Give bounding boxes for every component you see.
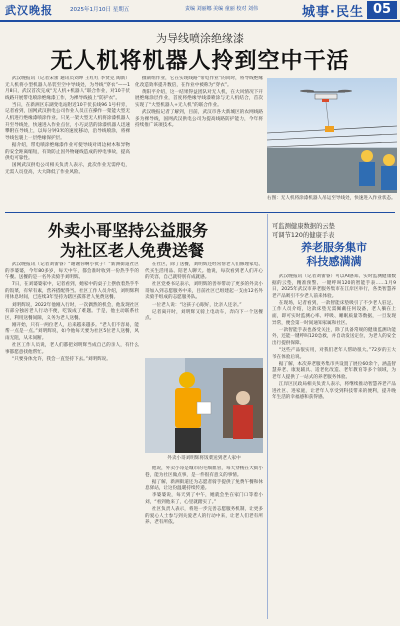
paragraph: 武汉晚报记者了解到，目前，武汉市各大新城区的农网线路多为裸导线，国网武汉供电公司为提高线路防护能力，今年将持续推广该项技术。 [135, 109, 263, 129]
paragraph: 武汉晚报讯（记者宋蕾 通讯员刘坤 王红红 李贤克 陶新）无人机将小型机器人吊装至空中导线处，为导线“穿衣”——1月8日，武汉首次完成“无人机+机器人”联合作业，对10千伏线路开展带电喷涂绝缘漆工作，为裸导线披上“防护衣”。 [5, 76, 130, 101]
paragraph: 7日，在刘婆婆家中，记者看到，她家中的桌子上摆放着热乎乎的饭菜，有荤有素，营养搭配得当。社区工作人员介绍，刘明辉利用休息时间，已连续3年坚持为辖区孤寡老人免费送餐。 [5, 282, 139, 301]
robot-icon [325, 126, 334, 132]
story3-kicker-line2: 可调节120的健康手表 [272, 232, 335, 239]
story3-kicker [272, 222, 396, 240]
paragraph: 社区工作人员说，老人们都把刘明辉当成自己的亲人，有什么事都愿意找他帮忙。 [5, 343, 139, 355]
story1-column-2 [135, 76, 263, 210]
paragraph: “这些产品很实用，对我们老年人帮助很大。”72岁的王大爷在体验后说。 [272, 348, 396, 360]
paragraph: 他说，外卖小哥是城市的毛细血管，每天穿梭在大街小巷，能为社区做点事，是一件很有意义的事情。 [145, 466, 263, 478]
delivery-photo-illustration [145, 358, 263, 453]
masthead [0, 0, 400, 22]
paragraph: 李婆婆说，每天到了中午，她就会坐在家门口等着小刘，“看到他来了，心里就踏实了。” [145, 493, 263, 505]
story2-headline-line1: 外卖小哥坚持公益服务 [48, 221, 209, 240]
paragraph: 据介绍，带电喷涂绝缘漆作业可使导线对周边树木和异物的安全距离缩短，有效防止因外物碰线造成的停电事故，提高供电可靠性。 [5, 142, 130, 162]
section-title: 城事·民生 [302, 5, 364, 20]
page-number: 05 [367, 1, 397, 19]
paragraph: 一位老人说：“这孩子心眼好，比亲人还亲。” [151, 302, 242, 308]
paragraph: 黄阳平介绍，这一结果得益团队对无人机，在大风情况下开展绝缘涂层作业，首度将绝缘导线漆喷涂与无人机结合，首次实现了“大型机器人+无人机”的联合作业。 [135, 89, 263, 108]
column-divider [267, 214, 268, 619]
paragraph: 社区党委书记表示，刘明辉的善举带动了更多的外卖小哥加入到志愿服务中来，目前社区已组建起一支由12名外卖骑手组成的志愿服务队。 [145, 282, 263, 301]
paragraph: 记者离开时，刘明辉又骑上电动车，奔向下一个送餐点。 [145, 309, 263, 322]
paragraph: 据了解，新洲街道还为志愿者骑手提供了免费午餐和休息驿站，让这份温暖持续传递。 [145, 479, 263, 492]
paragraph: 武汉晚报讯（记者刘蕾睿）“谢谢你啊小伙子！”新洲街道社区的李婆婆，今年80多岁，每天中午，都会准时收到一份热乎乎的午餐。送餐的是一名外卖骑手刘明辉。 [5, 262, 139, 281]
paragraph: 江岸区民政局相关负责人表示，将继续推动智慧养老产品进社区、进家庭，让老年人享受到科技带来的便利，提升晚年生活的幸福感和获得感。 [272, 382, 396, 401]
paragraph: 社区负责人表示，将进一步完善志愿服务机制，让更多的爱心人士参与到关爱老人的行动中来，让老人们老有所养、老有所依。 [145, 507, 263, 526]
story1-headline: 无人机将机器人拎到空中干活 [50, 48, 350, 74]
paragraph: 当日，在新洲区东湖变电站附近10千伏长线96 1号杆旁，记者看到，国网武汉供电公司作业人员正在操作一架能大型无人机进行绝缘漆喷涂作业。只见一架大型无人机将涂漆机器人升至导线处，快速进入作业点位，小巧灵活的涂漆机器人迅速攀附在导线上，以每分钟3米的速度移动，沿导线喷涂，将裸导线包裹上一层绝缘保护层。 [5, 102, 130, 141]
story2-column-1 [5, 262, 139, 620]
story3-headline-line2: 科技感满满 [306, 254, 362, 268]
photo1-caption: 右图：无人机将涂漆机器人吊运至导线处，快速进入作业状态。 [267, 196, 396, 201]
divider [5, 212, 395, 213]
paragraph: 国网武汉供电公司相关负责人表示，此次作业无需停电，无需人员登高，大大降低了作业风险。 [5, 163, 130, 175]
delivery-rider-photo [145, 358, 263, 453]
story3-column [272, 274, 396, 620]
story2-column-3 [145, 466, 263, 620]
paragraph: 刚开始，只有一两位老人，后来越来越多。“老人们不容易，能帮一点是一点。”刘明辉说，如今他每天要为社区5位老人送餐，风雨无阻，从未间断。 [5, 322, 139, 342]
paragraph: 武汉晚报讯（记者刘蕾睿）可以AI感知、实时监测健康数据的云垫，精准预警、一键呼叫120的智能手表……1月9日，2025年武汉市养老服务集市在江岸区举行，各类智慧养老产品吸引不少老人前来体验。 [272, 274, 396, 299]
paragraph: 据了解，本次养老服务集市共设置了展位60余个，涵盖智慧养老、康复辅具、适老化改造、老年教育等多个领域，为老年人提供了一站式的养老服务体验。 [272, 361, 396, 380]
story3-headline [272, 241, 396, 268]
paragraph: 一款智能手表也备受关注，除了具备常规的健康监测功能外，还能一键呼叫120急救，并自动发送定位，为老人的安全出行提供保障。 [272, 327, 396, 346]
issue-date: 2025年1月10日 星期五 [70, 7, 130, 13]
drone-photo-illustration [267, 78, 397, 193]
drone-powerline-photo [267, 78, 397, 193]
story2-headline-line2: 为社区老人免费送餐 [60, 241, 205, 260]
story1-column-1 [5, 76, 130, 210]
paragraph: 摄制组作业，它在实现线路“带电作业”的同时，将导线绝缘化改造效率提升数倍，在作业中被称为“穿衣”。 [135, 76, 263, 88]
paragraph: “只要身体允许，我会一直坚持下去。”刘明辉说。 [11, 356, 111, 362]
editors-line: 责编 刘丽娜 美编 童丽 校对 刘伟 [185, 6, 258, 12]
story1-kicker: 为导线喷涂绝缘漆 [156, 32, 244, 45]
photo2-caption: 外卖小哥刘明辉将饭菜送到老人家中 [167, 456, 241, 461]
story2-column-2 [145, 262, 263, 354]
paragraph: 在社区，除了送餐，刘明辉还经常帮老人们修理家电、代买生活用品、陪老人聊天。他说，每次看到老人们开心的笑容，自己就特别有成就感。 [145, 262, 263, 281]
story3-headline-line1: 养老服务集市 [301, 241, 367, 254]
newspaper-logo: 武汉晚报 [5, 4, 53, 17]
paragraph: 在现场，记者看到，一款智能床垫吸引了不少老人驻足。工作人员介绍，这款床垫无需佩戴任何设备，老人躺在上面，即可实时监测心率、呼吸、睡眠质量等数据，一旦发现异常，便会第一时间通知家属和社区。 [272, 300, 396, 326]
drone-icon [300, 90, 352, 102]
story3-kicker-line1: 可监测健康数据的云垫 [272, 223, 335, 230]
paragraph: 刘明辉说，2022年他刚入行时，一次偶然的机会，他发现社区有部分独居老人行动不便，吃饭成了难题。于是，他主动联系社区，利用送餐间隙，义务为老人送餐。 [5, 302, 139, 321]
